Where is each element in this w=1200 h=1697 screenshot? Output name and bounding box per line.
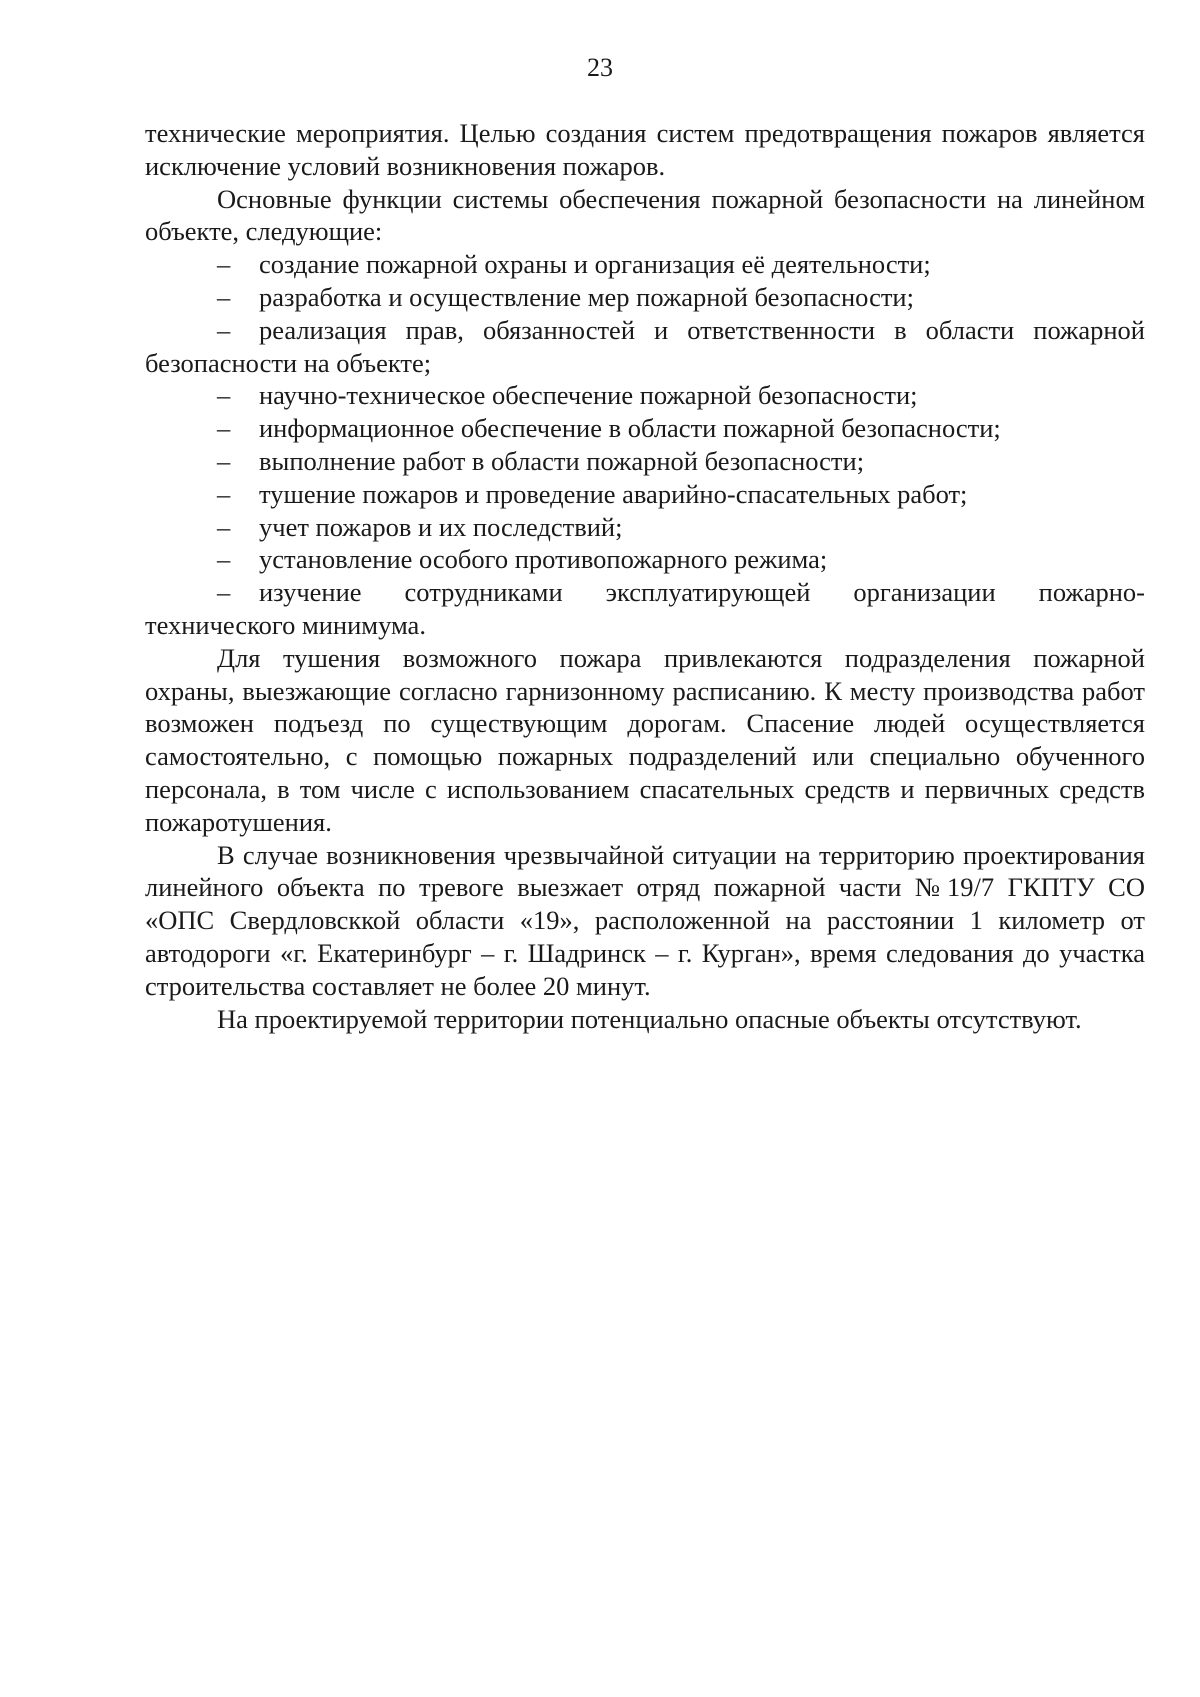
list-item	[145, 248, 1145, 281]
list-item	[145, 543, 1145, 576]
list-item-text: тушение пожаров и проведение аварийно-спасательных работ;	[259, 478, 968, 509]
paragraph-firefighting: Для тушения возможного пожара привлекаются подразделения пожарной охраны, выезжающие согласно гарнизонному расписанию. К месту производства работ возможен подъезд по существующим дорогам. Спасение людей осуществляется самостоятельно, с помощью пожарных подразделений или специально обученного персонала, в том числе с использованием спасательных средств и первичных средств пожаротушения.	[145, 642, 1145, 837]
list-item	[145, 576, 1145, 642]
list-item	[145, 445, 1145, 478]
list-item-text: учет пожаров и их последствий;	[259, 511, 623, 542]
list-dash: –	[217, 544, 231, 575]
list-dash: –	[217, 314, 231, 345]
list-dash: –	[217, 249, 231, 280]
paragraph-hazardous-objects: На проектируемой территории потенциально опасные объекты отсутствуют.	[217, 1003, 1082, 1034]
list-item-text: информационное обеспечение в области пожарной безопасности;	[259, 413, 1001, 444]
functions-list	[145, 248, 1145, 642]
list-item	[145, 511, 1145, 544]
list-item	[145, 478, 1145, 511]
list-item	[145, 379, 1145, 412]
document-body	[145, 117, 1145, 1035]
list-dash: –	[217, 445, 231, 476]
list-item	[145, 412, 1145, 445]
list-item-text: установление особого противопожарного режима;	[259, 544, 828, 575]
paragraph-functions-lead: Основные функции системы обеспечения пожарной безопасности на линейном объекте, следующие:	[145, 183, 1145, 247]
list-dash: –	[217, 478, 231, 509]
list-item	[145, 314, 1145, 380]
list-item-text: создание пожарной охраны и организация её деятельности;	[259, 249, 931, 280]
list-dash: –	[217, 511, 231, 542]
list-item-text: выполнение работ в области пожарной безопасности;	[259, 445, 865, 476]
paragraph-intro: технические мероприятия. Целью создания систем предотвращения пожаров является исключение условий возникновения пожаров.	[145, 118, 1145, 181]
list-item-text: изучение сотрудниками эксплуатирующей организации пожарно-технического минимума.	[145, 577, 1145, 640]
paragraph-emergency: В случае возникновения чрезвычайной ситуации на территорию проектирования линейного объекта по тревоге выезжает отряд пожарной части №19/7 ГКПТУ СО «ОПС Свердловсккой области «19», расположенной на расстоянии 1 километр от автодороги «г. Екатеринбург – г. Шадринск – г. Курган», время следования до участка строительства составляет не более 20 минут.	[145, 839, 1145, 1001]
list-dash: –	[217, 380, 231, 411]
list-dash: –	[217, 281, 231, 312]
list-item	[145, 281, 1145, 314]
list-dash: –	[217, 413, 231, 444]
list-item-text: научно-техническое обеспечение пожарной безопасности;	[259, 380, 918, 411]
list-item-text: разработка и осуществление мер пожарной безопасности;	[259, 281, 914, 312]
list-dash: –	[217, 577, 231, 608]
page-number: 23	[587, 53, 613, 82]
list-item-text: реализация прав, обязанностей и ответственности в области пожарной безопасности на объекте;	[145, 314, 1145, 378]
